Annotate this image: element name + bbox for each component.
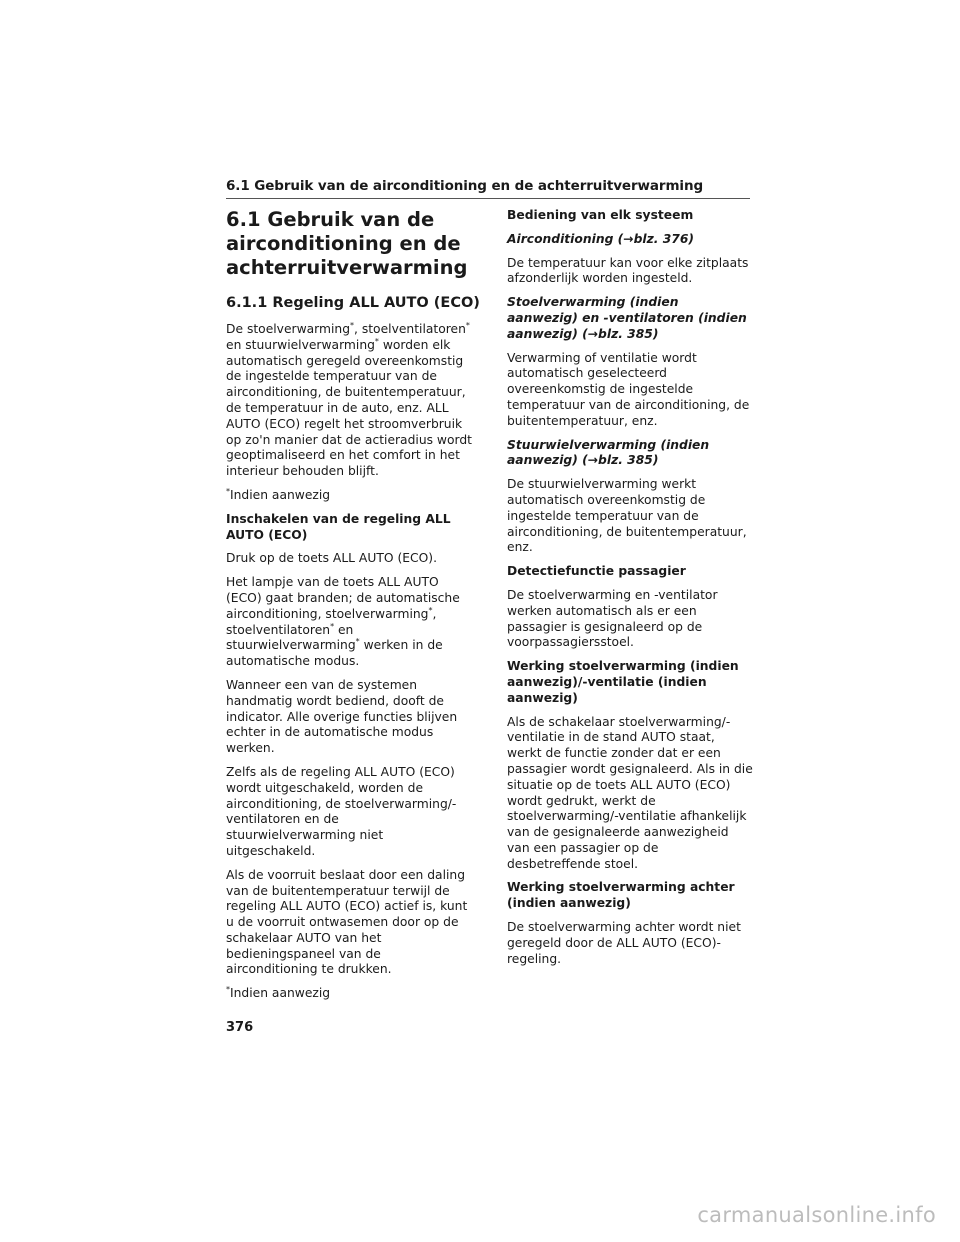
subhead-werking: Werking stoelverwarming (indien aanwezig)/-ventilatie (indien aanwezig) bbox=[507, 659, 739, 705]
para-lampje: Het lampje van de toets ALL AUTO (ECO) gaat branden; de automatische airconditioning, stoelverwarming*, stoelventilatoren* en stuurwielverwarming* werken in de automatische modus. bbox=[226, 575, 460, 669]
ref-stuurwielverwarming[interactable]: Stuurwielverwarming (indien aanwezig) (→blz. 385) bbox=[507, 437, 710, 468]
para-werking: Als de schakelaar stoelverwarming/-ventilatie in de stand AUTO staat, werkt de functie zonder dat er een passagier wordt gesignaleerd. Als in die situatie op de toets ALL AUTO (ECO) wordt gedrukt, werkt de stoelverwarming/-ventilatie afhankelijk van de gesignaleerde aanwezigheid van een passagier op de desbetreffende stoel. bbox=[507, 714, 753, 871]
para-zelfs: Zelfs als de regeling ALL AUTO (ECO) wordt uitgeschakeld, worden de airconditioning, de stoelverwarming/-ventilatoren en de stuurwielverwarming niet uitgeschakeld. bbox=[226, 764, 457, 858]
footnote-marker: * bbox=[226, 486, 230, 496]
right-column bbox=[507, 208, 753, 975]
footnote-marker: * bbox=[226, 985, 230, 995]
page-number: 376 bbox=[226, 1020, 254, 1035]
subhead-bediening: Bediening van elk systeem bbox=[507, 208, 694, 222]
subhead-inschakelen: Inschakelen van de regeling ALL AUTO (ECO) bbox=[226, 511, 451, 542]
subhead-achter: Werking stoelverwarming achter (indien aanwezig) bbox=[507, 880, 735, 911]
left-column bbox=[226, 208, 480, 1010]
para-aircon: De temperatuur kan voor elke zitplaats afzonderlijk worden ingesteld. bbox=[507, 255, 749, 286]
footnote-marker: * bbox=[428, 605, 433, 615]
footnote: *Indien aanwezig bbox=[226, 985, 331, 1001]
para-stoel: Verwarming of ventilatie wordt automatisch geselecteerd overeenkomstig de ingestelde temperatuur van de airconditioning, de buitentemperatuur, enz. bbox=[507, 350, 750, 428]
ref-airconditioning[interactable]: Airconditioning (→blz. 376) bbox=[507, 231, 694, 246]
intro-paragraph: De stoelverwarming*, stoelventilatoren* en stuurwielverwarming* worden elk automatisch geregeld overeenkomstig de ingestelde temperatuur van de airconditioning, de buitentemperatuur, de temperatuur in de auto, enz. ALL AUTO (ECO) regelt het stroomverbruik op zo'n manier dat de actieradius wordt geoptimaliseerd en het comfort in het interieur behouden blijft. bbox=[226, 321, 472, 479]
footnote: *Indien aanwezig bbox=[226, 486, 331, 502]
para-druk: Druk op de toets ALL AUTO (ECO). bbox=[226, 551, 437, 566]
para-voorruit: Als de voorruit beslaat door een daling van de buitentemperatuur terwijl de regeling ALL AUTO (ECO) actief is, kunt u de voorruit ontwasemen door op de schakelaar AUTO van het bedieningspaneel van de airconditioning te drukken. bbox=[226, 867, 468, 977]
para-stuur: De stuurwielverwarming werkt automatisch overeenkomstig de ingestelde temperatuur van de airconditioning, de buitentemperatuur, enz. bbox=[507, 477, 747, 555]
subsection-title: 6.1.1 Regeling ALL AUTO (ECO) bbox=[226, 295, 480, 311]
footnote-marker: * bbox=[350, 321, 355, 330]
section-title bbox=[226, 208, 472, 280]
footnote-marker: * bbox=[374, 336, 379, 346]
watermark: carmanualsonline.info bbox=[697, 1203, 936, 1227]
subhead-detectie: Detectiefunctie passagier bbox=[507, 564, 686, 579]
footnote-marker: * bbox=[355, 637, 360, 647]
footnote-marker: * bbox=[330, 621, 335, 631]
para-achter: De stoelverwarming achter wordt niet geregeld door de ALL AUTO (ECO)-regeling. bbox=[507, 920, 741, 966]
ref-stoelverwarming[interactable]: Stoelverwarming (indien aanwezig) en -ventilatoren (indien aanwezig) (→blz. 385) bbox=[507, 295, 747, 341]
section-title-line-3: achterruitverwarming bbox=[226, 256, 468, 279]
para-wanneer: Wanneer een van de systemen handmatig wordt bediend, dooft de indicator. Alle overige functies blijven echter in de automatische modus werken. bbox=[226, 677, 458, 756]
footnote-marker: * bbox=[465, 321, 470, 330]
running-header: 6.1 Gebruik van de airconditioning en de achterruitverwarming bbox=[226, 178, 750, 199]
section-title-line-1: 6.1 Gebruik van de bbox=[226, 208, 435, 231]
section-title-line-2: airconditioning en de bbox=[226, 232, 461, 255]
para-detectie: De stoelverwarming en -ventilator werken automatisch als er een passagier is gesignaleerd op de voorpassagiersstoel. bbox=[507, 587, 718, 650]
